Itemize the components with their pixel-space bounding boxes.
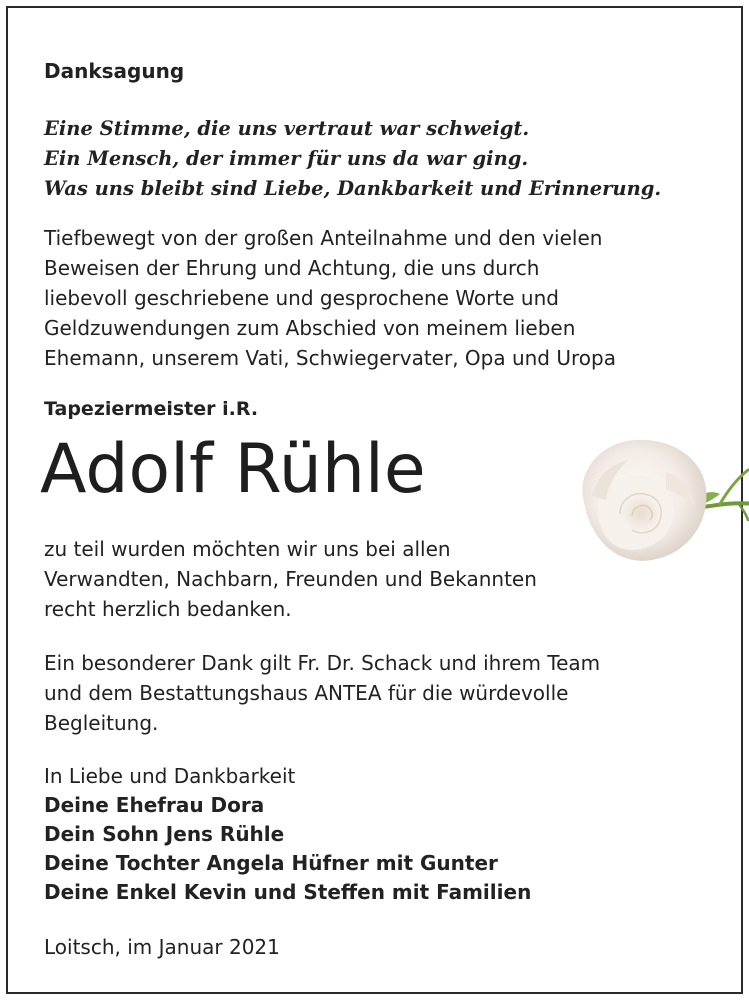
paragraph-line: liebevoll geschriebene und gesprochene Worte und [44, 286, 559, 310]
quote-line: Was uns bleibt sind Liebe, Dankbarkeit und Erinnerung. [44, 177, 662, 200]
paragraph-line: Verwandten, Nachbarn, Freunden und Bekannten [44, 567, 537, 591]
family-member: Deine Ehefrau Dora [44, 793, 265, 817]
white-rose-icon [570, 432, 749, 572]
paragraph-line: Begleitung. [44, 711, 159, 735]
thanks-paragraph-2 [44, 534, 537, 624]
heading: Danksagung [44, 59, 185, 83]
quote-line: Ein Mensch, der immer für uns da war ging. [44, 147, 529, 170]
family-member: Dein Sohn Jens Rühle [44, 822, 285, 846]
paragraph-line: Tiefbewegt von der großen Anteilnahme und den vielen [44, 226, 603, 250]
paragraph-line: Ein besonderer Dank gilt Fr. Dr. Schack und ihrem Team [44, 651, 601, 675]
family-member: Deine Enkel Kevin und Steffen mit Familien [44, 880, 532, 904]
deceased-name: Adolf Rühle [40, 430, 426, 509]
closing-block [44, 762, 531, 907]
paragraph-line: und dem Bestattungshaus ANTEA für die würdevolle [44, 681, 569, 705]
quote-block [44, 114, 661, 204]
paragraph-line: recht herzlich bedanken. [44, 597, 292, 621]
paragraph-line: Beweisen der Ehrung und Achtung, die uns durch [44, 256, 540, 280]
thanks-paragraph-3 [44, 648, 600, 738]
family-member: Deine Tochter Angela Hüfner mit Gunter [44, 851, 498, 875]
deceased-title: Tapeziermeister i.R. [44, 398, 259, 420]
quote-line: Eine Stimme, die uns vertraut war schweigt. [44, 117, 530, 140]
closing-intro: In Liebe und Dankbarkeit [44, 764, 296, 788]
place-date: Loitsch, im Januar 2021 [44, 935, 280, 959]
thanks-paragraph-1 [44, 223, 616, 373]
paragraph-line: Ehemann, unserem Vati, Schwiegervater, Opa und Uropa [44, 346, 616, 370]
paragraph-line: zu teil wurden möchten wir uns bei allen [44, 537, 451, 561]
obituary-frame [6, 6, 743, 994]
paragraph-line: Geldzuwendungen zum Abschied von meinem lieben [44, 316, 576, 340]
